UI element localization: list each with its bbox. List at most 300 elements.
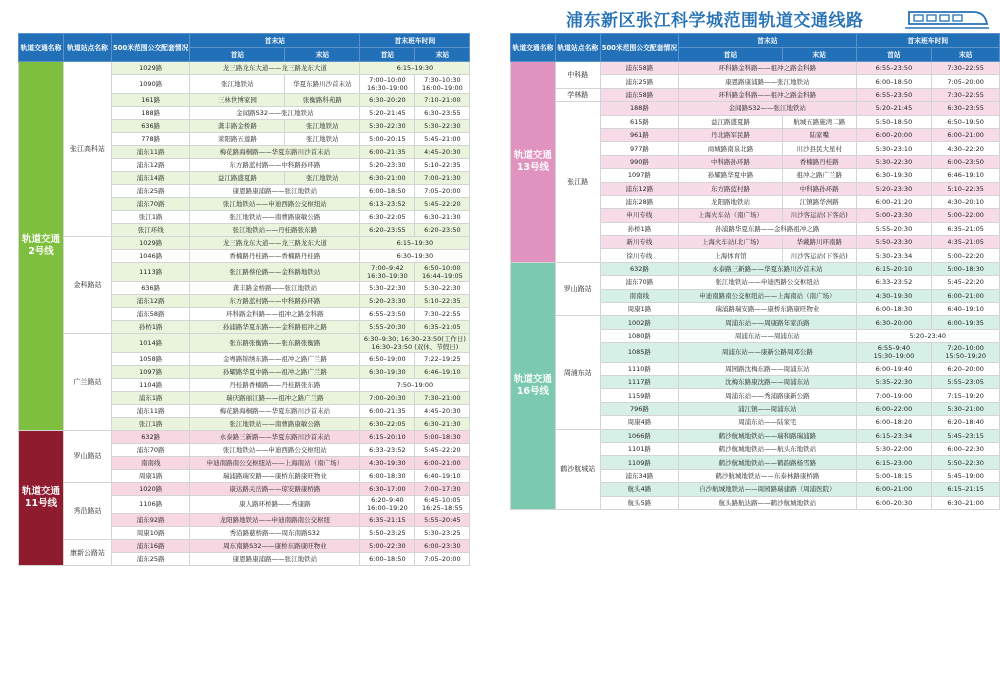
terminals-cell: 周浦东站——康新公路周邓公路 <box>679 343 856 362</box>
first-bus-time-cell: 7:00–10:00 16:30–19:00 <box>360 75 415 94</box>
first-bus-time-cell: 6:00–21:35 <box>360 145 415 158</box>
first-stop-cell: 三林世博家园 <box>190 93 285 106</box>
terminals-cell: 鹤沙航城地铁站——瑞和路瑞浦路 <box>679 429 856 442</box>
first-bus-time-cell: 6:00–21:20 <box>856 195 932 208</box>
first-bus-time-cell: 5:50–18:50 <box>856 115 932 128</box>
last-stop-cell: 华夏东路川沙首末站 <box>285 75 360 94</box>
last-bus-time-cell: 6:40–19:10 <box>932 303 1000 316</box>
last-bus-time-cell: 5:10–22:35 <box>415 158 470 171</box>
last-bus-time-cell: 6:15–21:15 <box>932 483 1000 496</box>
terminals-cell: 瑞浦路瑞安路——康桥东路康旺物业 <box>190 469 360 482</box>
terminals-cell: 张江地铁站——申迪西路公交枢纽站 <box>190 197 360 210</box>
route-cell: 1109路 <box>600 456 678 469</box>
route-cell: 1117路 <box>600 376 678 389</box>
last-bus-time-cell: 5:30–22:30 <box>415 281 470 294</box>
last-bus-time-cell: 6:46–19:10 <box>415 365 470 378</box>
route-cell: 浦东11路 <box>112 404 190 417</box>
last-bus-time-cell: 7:20–10:00 15:50–19:20 <box>932 343 1000 362</box>
last-bus-time-cell: 6:30–21:30 <box>415 417 470 430</box>
route-cell: 孙桥1路 <box>600 222 678 235</box>
service-time-cell: 6:30–19:30 <box>360 249 470 262</box>
col-header-line: 轨道交通名称 <box>511 34 556 62</box>
terminals-cell: 张江路蔡伦路——金科路地铁站 <box>190 262 360 281</box>
col-header-station: 轨道站点名称 <box>555 34 600 62</box>
terminals-cell: 张东路张衡路——张东路张衡路 <box>190 333 360 352</box>
table-row <box>511 102 1000 115</box>
terminals-cell: 周东南路S32——康桥东路康旺物业 <box>190 540 360 553</box>
service-time-cell: 7:50–19:00 <box>360 378 470 391</box>
first-bus-time-cell: 6:55–9:40 15:30–19:00 <box>856 343 932 362</box>
route-cell: 188路 <box>600 102 678 115</box>
station-name-cell: 周浦东站 <box>555 316 600 429</box>
route-cell: 周康1路 <box>112 469 190 482</box>
last-bus-time-cell: 5:30–23:25 <box>415 527 470 540</box>
left-route-table <box>18 33 470 566</box>
terminals-cell: 金粤路锦绣东路——祖冲之路广兰路 <box>190 352 360 365</box>
first-bus-time-cell: 5:20–23:30 <box>856 182 932 195</box>
line-name-cell: 轨道交通11号线 <box>19 430 64 566</box>
col-header-first-stop: 首站 <box>190 48 285 62</box>
last-bus-time-cell: 7:10–21:00 <box>415 93 470 106</box>
last-bus-time-cell: 7:05–20:00 <box>415 553 470 566</box>
col-header-bus: 500米范围公交配套情况 <box>112 34 190 62</box>
route-cell: 1097路 <box>112 365 190 378</box>
metro-train-icon <box>903 3 991 31</box>
route-cell: 浦东58路 <box>600 88 678 101</box>
first-bus-time-cell: 4:30–19:30 <box>856 289 932 302</box>
first-stop-cell: 商城路南泉北路 <box>679 142 783 155</box>
last-bus-time-cell: 5:45–22:20 <box>415 197 470 210</box>
route-cell: 1002路 <box>600 316 678 329</box>
first-bus-time-cell: 5:30–22:30 <box>856 155 932 168</box>
line-name-cell: 轨道交通2号线 <box>19 62 64 431</box>
route-cell: 浦东1路 <box>112 391 190 404</box>
last-bus-time-cell: 6:00–22:30 <box>932 442 1000 455</box>
last-bus-time-cell: 6:00–21:00 <box>415 456 470 469</box>
route-cell: 778路 <box>112 132 190 145</box>
first-bus-time-cell: 5:20–21:45 <box>360 106 415 119</box>
terminals-cell: 张江地铁站——南曹路康敏公路 <box>190 417 360 430</box>
last-bus-time-cell: 4:30–20:10 <box>932 195 1000 208</box>
route-cell: 浦东12路 <box>112 158 190 171</box>
col-header-first-stop: 首站 <box>679 48 783 62</box>
last-bus-time-cell: 6:30–21:00 <box>932 496 1000 509</box>
first-bus-time-cell: 6:20–9:40 16:00–19:20 <box>360 495 415 514</box>
first-bus-time-cell: 5:00–22:30 <box>360 540 415 553</box>
first-bus-time-cell: 6:30–22:05 <box>360 417 415 430</box>
last-bus-time-cell: 7:30–22:55 <box>932 62 1000 75</box>
route-cell: 浦东34路 <box>600 469 678 482</box>
last-stop-cell: 祖冲之路广兰路 <box>782 169 856 182</box>
terminals-cell: 环科路金科路——祖冲之路金科路 <box>679 88 856 101</box>
route-cell: 浦东58路 <box>112 307 190 320</box>
first-bus-time-cell: 6:55–23:50 <box>856 62 932 75</box>
first-bus-time-cell: 6:00–18:50 <box>360 184 415 197</box>
route-cell: 浦东11路 <box>112 145 190 158</box>
last-stop-cell: 陆家嘴 <box>782 128 856 141</box>
route-cell: 961路 <box>600 128 678 141</box>
col-header-bus: 500米范围公交配套情况 <box>600 34 678 62</box>
first-bus-time-cell: 5:55–20:30 <box>856 222 932 235</box>
last-bus-time-cell: 7:05–20:00 <box>932 75 1000 88</box>
terminals-cell: 周浦东站——周康路年家浜路 <box>679 316 856 329</box>
route-cell: 航头4路 <box>600 483 678 496</box>
route-cell: 张江1路 <box>112 417 190 430</box>
line-name-cell: 轨道交通16号线 <box>511 262 556 509</box>
last-bus-time-cell: 6:00–21:00 <box>932 289 1000 302</box>
last-bus-time-cell: 6:30–23:55 <box>415 106 470 119</box>
route-cell: 浦东25路 <box>600 75 678 88</box>
first-stop-cell: 张江地铁站 <box>190 75 285 94</box>
first-bus-time-cell: 7:00–9:42 16:30–19:30 <box>360 262 415 281</box>
first-bus-time-cell: 5:30–23:10 <box>856 142 932 155</box>
first-bus-time-cell: 5:35–22:30 <box>856 376 932 389</box>
first-stop-cell: 莱阳路五莲路 <box>190 132 285 145</box>
terminals-cell: 康恩路康浦路——张江地铁站 <box>190 184 360 197</box>
col-header-time: 首末班车时间 <box>856 34 999 48</box>
last-stop-cell: 香楠路丹桂路 <box>782 155 856 168</box>
last-bus-time-cell: 6:40–19:10 <box>415 469 470 482</box>
last-bus-time-cell: 7:00–21:30 <box>415 171 470 184</box>
last-bus-time-cell: 7:05–20:00 <box>415 184 470 197</box>
table-row <box>19 62 470 75</box>
route-cell: 浦东12路 <box>112 294 190 307</box>
table-row <box>511 429 1000 442</box>
last-bus-time-cell: 5:30–22:30 <box>415 119 470 132</box>
first-bus-time-cell: 6:00–20:30 <box>856 496 932 509</box>
terminals-cell: 环科路金科路——祖冲之路金科路 <box>190 307 360 320</box>
last-bus-time-cell: 7:00–17:30 <box>415 482 470 495</box>
last-bus-time-cell: 7:30–22:55 <box>932 88 1000 101</box>
first-bus-time-cell: 6:30–22:05 <box>360 210 415 223</box>
last-stop-cell: 张江地铁站 <box>285 132 360 145</box>
table-row <box>19 236 470 249</box>
first-bus-time-cell: 5:50–23:25 <box>360 527 415 540</box>
col-header-first-last-stop: 首末站 <box>190 34 360 48</box>
last-bus-time-cell: 7:30–10:30 16:00–19:00 <box>415 75 470 94</box>
terminals-cell: 金闻路S32——张江地铁站 <box>679 102 856 115</box>
service-time-cell: 6:15–19:30 <box>360 236 470 249</box>
terminals-cell: 张江地铁站——申迪西路公交枢纽站 <box>679 276 856 289</box>
first-bus-time-cell: 6:20–23:55 <box>360 223 415 236</box>
route-cell: 977路 <box>600 142 678 155</box>
station-name-cell: 张江高科站 <box>64 62 112 237</box>
route-cell: 浦东28路 <box>600 195 678 208</box>
right-route-table <box>510 33 1000 510</box>
first-bus-time-cell: 7:00–20:30 <box>360 391 415 404</box>
last-bus-time-cell: 6:00–21:00 <box>932 128 1000 141</box>
route-cell: 周康1路 <box>600 303 678 316</box>
terminals-cell: 龙三路龙东大道——龙三路龙东大道 <box>190 236 360 249</box>
first-bus-time-cell: 5:30–22:30 <box>360 281 415 294</box>
first-bus-time-cell: 6:00–20:00 <box>856 128 932 141</box>
route-cell: 航头5路 <box>600 496 678 509</box>
terminals-cell: 申迪南路南公交枢纽站——上海南站（南广场） <box>190 456 360 469</box>
service-time-cell: 6:15–19:30 <box>360 62 470 75</box>
last-bus-time-cell: 5:30–21:00 <box>932 402 1000 415</box>
route-cell: 1029路 <box>112 236 190 249</box>
route-cell: 1085路 <box>600 343 678 362</box>
terminals-cell: 张江地铁站——丹桂路张东路 <box>190 223 360 236</box>
last-bus-time-cell: 4:45–20:30 <box>415 404 470 417</box>
first-stop-cell: 上海火车站(北广场) <box>679 236 783 249</box>
first-bus-time-cell: 6:35–21:15 <box>360 514 415 527</box>
first-stop-cell: 丹北路军民路 <box>679 128 783 141</box>
col-header-first-last-stop: 首末站 <box>679 34 856 48</box>
first-bus-time-cell: 7:00–19:00 <box>856 389 932 402</box>
last-stop-cell: 张衡路科苑路 <box>285 93 360 106</box>
table-row <box>19 430 470 443</box>
last-bus-time-cell: 5:10–22:35 <box>415 294 470 307</box>
terminals-cell: 浦江镇——周浦东站 <box>679 402 856 415</box>
last-bus-time-cell: 5:45–21:00 <box>415 132 470 145</box>
last-bus-time-cell: 5:10–22:35 <box>932 182 1000 195</box>
last-stop-cell: 张江地铁站 <box>285 171 360 184</box>
route-cell: 1029路 <box>112 62 190 75</box>
terminals-cell: 沈梅东路康沈路——周浦东站 <box>679 376 856 389</box>
line-name-cell: 轨道交通13号线 <box>511 62 556 263</box>
last-bus-time-cell: 7:15–19:20 <box>932 389 1000 402</box>
table-row <box>511 88 1000 101</box>
last-bus-time-cell: 6:00–23:50 <box>932 155 1000 168</box>
last-bus-time-cell: 6:45–10:05 16:25–18:55 <box>415 495 470 514</box>
route-cell: 周康10路 <box>112 527 190 540</box>
col-header-last-time: 末站 <box>415 48 470 62</box>
first-bus-time-cell: 6:00–21:35 <box>360 404 415 417</box>
first-bus-time-cell: 5:00–20:15 <box>360 132 415 145</box>
route-cell: 632路 <box>600 262 678 275</box>
last-bus-time-cell: 6:35–21:05 <box>932 222 1000 235</box>
route-cell: 南南线 <box>600 289 678 302</box>
route-cell: 615路 <box>600 115 678 128</box>
route-cell: 796路 <box>600 402 678 415</box>
first-bus-time-cell: 6:30–21:00 <box>360 171 415 184</box>
table-row <box>19 482 470 495</box>
last-bus-time-cell: 5:45–23:15 <box>932 429 1000 442</box>
last-stop-cell: 航城五路施湾二路 <box>782 115 856 128</box>
route-cell: 浦东12路 <box>600 182 678 195</box>
route-cell: 1110路 <box>600 362 678 375</box>
route-cell: 浦东70路 <box>600 276 678 289</box>
first-bus-time-cell: 5:55–20:30 <box>360 320 415 333</box>
last-bus-time-cell: 6:46–19:10 <box>932 169 1000 182</box>
last-bus-time-cell: 5:55–20:45 <box>415 514 470 527</box>
first-bus-time-cell: 6:30–20:00 <box>856 316 932 329</box>
terminals-cell: 东方路蓝村路——中科路孙环路 <box>190 294 360 307</box>
table-row <box>19 333 470 352</box>
first-bus-time-cell: 6:30–19:30 <box>360 365 415 378</box>
first-bus-time-cell: 5:00–18:15 <box>856 469 932 482</box>
route-cell: 1101路 <box>600 442 678 455</box>
first-stop-cell: 孙耀路华夏中路 <box>679 169 783 182</box>
route-cell: 南南线 <box>112 456 190 469</box>
terminals-cell: 周园路沈梅东路——周浦东站 <box>679 362 856 375</box>
route-cell: 1113路 <box>112 262 190 281</box>
last-bus-time-cell: 6:50–10:00 16:44–19:05 <box>415 262 470 281</box>
station-name-cell: 罗山路站 <box>64 430 112 482</box>
last-bus-time-cell: 6:00–23:30 <box>415 540 470 553</box>
terminals-cell: 龚丰路金桥路——张江地铁站 <box>190 281 360 294</box>
last-bus-time-cell: 7:30–21:00 <box>415 391 470 404</box>
first-bus-time-cell: 6:15–23:34 <box>856 429 932 442</box>
first-bus-time-cell: 6:33–23:52 <box>360 443 415 456</box>
col-header-last-stop: 末站 <box>782 48 856 62</box>
route-cell: 浦东70路 <box>112 197 190 210</box>
terminals-cell: 金闻路S32——张江地铁站 <box>190 106 360 119</box>
terminals-cell: 孙浦路华夏东路——金科路祖冲之路 <box>679 222 856 235</box>
col-header-station: 轨道站点名称 <box>64 34 112 62</box>
terminals-cell: 龙三路龙东大道——龙三路龙东大道 <box>190 62 360 75</box>
table-row <box>511 316 1000 329</box>
terminals-cell: 龙阳路地铁站——申迪南路南公交枢纽 <box>190 514 360 527</box>
first-bus-time-cell: 6:00–18:50 <box>856 75 932 88</box>
terminals-cell: 环科路金科路——祖冲之路金科路 <box>679 62 856 75</box>
first-bus-time-cell: 6:00–18:30 <box>360 469 415 482</box>
last-bus-time-cell: 7:22–19:25 <box>415 352 470 365</box>
station-name-cell: 金科路站 <box>64 236 112 333</box>
last-bus-time-cell: 4:45–20:30 <box>415 145 470 158</box>
first-bus-time-cell: 5:30–22:00 <box>856 442 932 455</box>
station-name-cell: 广兰路站 <box>64 333 112 430</box>
terminals-cell: 孙耀路华夏中路——祖冲之路广兰路 <box>190 365 360 378</box>
first-bus-time-cell: 6:50–19:00 <box>360 352 415 365</box>
first-bus-time-cell: 6:13–23:52 <box>360 197 415 210</box>
first-bus-time-cell: 5:30–22:30 <box>360 119 415 132</box>
col-header-line: 轨道交通名称 <box>19 34 64 62</box>
table-row <box>511 62 1000 75</box>
terminals-cell: 梅花路海桐路——华夏东路川沙首末站 <box>190 145 360 158</box>
terminals-cell: 鹤沙航城地铁站——鹤韵路杨雪路 <box>679 456 856 469</box>
terminals-cell: 永泰路三新路——华夏东路川沙首末站 <box>190 430 360 443</box>
route-cell: 1046路 <box>112 249 190 262</box>
last-bus-time-cell: 6:50–19:50 <box>932 115 1000 128</box>
last-bus-time-cell: 5:45–22:20 <box>415 443 470 456</box>
terminals-cell: 鹤沙航城地铁站——航头东地铁站 <box>679 442 856 455</box>
terminals-cell: 康人路环桥路——秀康路 <box>190 495 360 514</box>
table-row <box>19 540 470 553</box>
last-bus-time-cell: 6:00–19:35 <box>932 316 1000 329</box>
first-bus-time-cell: 6:55–23:50 <box>360 307 415 320</box>
terminals-cell: 鹤沙航城地铁站——东泰林路康桥路 <box>679 469 856 482</box>
last-bus-time-cell: 5:45–19:00 <box>932 469 1000 482</box>
last-stop-cell: 江镇路华洲路 <box>782 195 856 208</box>
terminals-cell: 张江地铁站——申迪西路公交枢纽站 <box>190 443 360 456</box>
first-bus-time-cell: 6:30–17:00 <box>360 482 415 495</box>
route-cell: 188路 <box>112 106 190 119</box>
first-bus-time-cell: 5:50–23:30 <box>856 236 932 249</box>
first-stop-cell: 上海体育馆 <box>679 249 783 262</box>
terminals-cell: 自沙航城地铁站——周园路瑞建路（周浦医院） <box>679 483 856 496</box>
first-stop-cell: 中科路孙环路 <box>679 155 783 168</box>
route-cell: 1020路 <box>112 482 190 495</box>
last-stop-cell: 华戴路川环南路 <box>782 236 856 249</box>
first-bus-time-cell: 6:00–18:30 <box>856 303 932 316</box>
last-stop-cell: 中科路孙环路 <box>782 182 856 195</box>
page-title: 浦东新区张江科学城范围轨道交通线路 <box>566 11 864 31</box>
first-bus-time-cell: 6:00–21:00 <box>856 483 932 496</box>
last-bus-time-cell: 5:00–22:20 <box>932 249 1000 262</box>
route-cell: 1058路 <box>112 352 190 365</box>
first-bus-time-cell: 6:30–19:30 <box>856 169 932 182</box>
first-bus-time-cell: 4:30–19:30 <box>360 456 415 469</box>
first-bus-time-cell: 5:20–23:30 <box>360 294 415 307</box>
last-stop-cell: 川沙客运站(下客站) <box>782 249 856 262</box>
first-bus-time-cell: 6:55–23:50 <box>856 88 932 101</box>
route-cell: 浦东25路 <box>112 184 190 197</box>
route-cell: 浦东92路 <box>112 514 190 527</box>
first-bus-time-cell: 5:20–23:30 <box>360 158 415 171</box>
last-bus-time-cell: 5:55–23:05 <box>932 376 1000 389</box>
terminals-cell: 丹桂路香楠路——丹桂路张东路 <box>190 378 360 391</box>
last-bus-time-cell: 7:30–22:55 <box>415 307 470 320</box>
route-cell: 1066路 <box>600 429 678 442</box>
route-cell: 1097路 <box>600 169 678 182</box>
first-stop-cell: 益江路盛夏路 <box>190 171 285 184</box>
first-stop-cell: 上海火车站（南广场） <box>679 209 783 222</box>
terminals-cell: 周浦东站——陆家宅 <box>679 416 856 429</box>
first-bus-time-cell: 5:20–21:45 <box>856 102 932 115</box>
station-name-cell: 张江路 <box>555 102 600 263</box>
terminals-cell: 周浦东站——秀浦路康新公路 <box>679 389 856 402</box>
terminals-cell: 航头路航达路——鹤沙航城地铁站 <box>679 496 856 509</box>
route-cell: 990路 <box>600 155 678 168</box>
last-bus-time-cell: 6:30–21:30 <box>415 210 470 223</box>
last-stop-cell: 川沙客运站(下客站) <box>782 209 856 222</box>
route-cell: 1014路 <box>112 333 190 352</box>
station-name-cell: 罗山路站 <box>555 262 600 316</box>
route-cell: 孙桥1路 <box>112 320 190 333</box>
route-cell: 1159路 <box>600 389 678 402</box>
terminals-cell: 张江地铁站——南曹路康敏公路 <box>190 210 360 223</box>
station-name-cell: 康新公路站 <box>64 540 112 566</box>
first-bus-time-cell: 5:00–23:30 <box>856 209 932 222</box>
last-bus-time-cell: 6:20–23:50 <box>415 223 470 236</box>
terminals-cell: 康达路关岳路——琼安路康桥路 <box>190 482 360 495</box>
first-bus-time-cell: 6:00–22:00 <box>856 402 932 415</box>
col-header-last-time: 末站 <box>932 48 1000 62</box>
route-cell: 1080路 <box>600 329 678 342</box>
station-name-cell: 中科路 <box>555 62 600 89</box>
station-name-cell: 学林路 <box>555 88 600 101</box>
last-stop-cell: 张江地铁站 <box>285 119 360 132</box>
last-bus-time-cell: 4:35–21:05 <box>932 236 1000 249</box>
col-header-first-time: 首站 <box>360 48 415 62</box>
terminals-cell: 永泰路三新路——华夏东路川沙首末站 <box>679 262 856 275</box>
first-bus-time-cell: 6:15–23:00 <box>856 456 932 469</box>
terminals-cell: 秀沿路慈桥路——周东南路S32 <box>190 527 360 540</box>
terminals-cell: 康恩路康浦路——张江地铁站 <box>190 553 360 566</box>
table-row <box>511 262 1000 275</box>
route-cell: 浦东70路 <box>112 443 190 456</box>
col-header-last-stop: 末站 <box>285 48 360 62</box>
last-bus-time-cell: 5:00–22:00 <box>932 209 1000 222</box>
route-cell: 636路 <box>112 281 190 294</box>
route-cell: 新川专线 <box>600 236 678 249</box>
route-cell: 浦东14路 <box>112 171 190 184</box>
route-cell: 632路 <box>112 430 190 443</box>
first-bus-time-cell: 6:00–18:50 <box>360 553 415 566</box>
route-cell: 1104路 <box>112 378 190 391</box>
last-stop-cell: 川沙县民大星村 <box>782 142 856 155</box>
last-bus-time-cell: 5:00–18:30 <box>932 262 1000 275</box>
first-stop-cell: 益江路盛夏路 <box>679 115 783 128</box>
terminals-cell: 瑞庆路丽江路——祖冲之路广兰路 <box>190 391 360 404</box>
last-bus-time-cell: 6:30–23:55 <box>932 102 1000 115</box>
first-stop-cell: 东方路蓝村路 <box>679 182 783 195</box>
first-bus-time-cell: 6:00–19:40 <box>856 362 932 375</box>
route-cell: 1106路 <box>112 495 190 514</box>
route-cell: 张江环线 <box>112 223 190 236</box>
